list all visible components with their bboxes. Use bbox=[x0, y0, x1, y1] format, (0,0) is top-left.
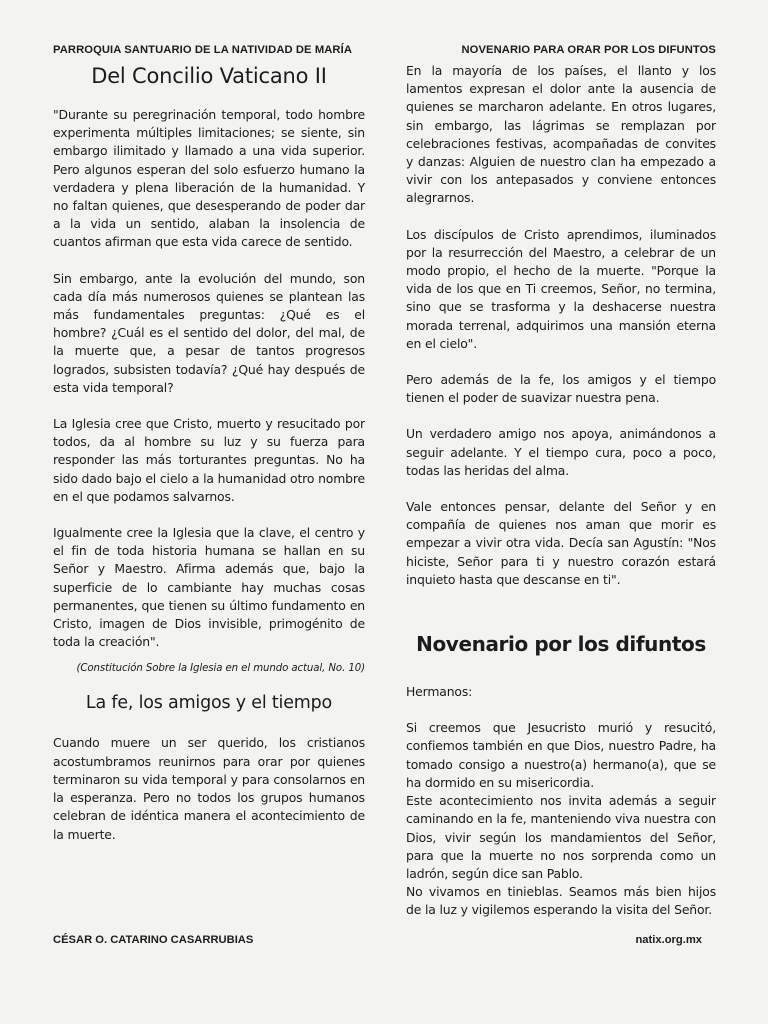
paragraph: Los discípulos de Cristo aprendimos, iluminados por la resurrección del Maestro, a celebrar de un modo propio, el hecho de la muerte. "Porque la vida de los que en Ti creemos, Señor, no termina, sino que se trasforma y la deshacerse nuestra morada terrenal, adquirimos una mansión eterna en el cielo". bbox=[406, 226, 716, 351]
paragraph: En la mayoría de los países, el llanto y los lamentos expresan el dolor ante la ausencia de quienes se marcharon adelante. En otros lugares, sin embargo, las lágrimas se remplazan por celebraciones festivas, acompañadas de convites y danzas: Alguien de nuestro clan ha empezado a vivir con los antepasados y conviene entonces alegrarnos. bbox=[406, 63, 716, 206]
paragraph: Sin embargo, ante la evolución del mundo, son cada día más numerosos quienes se plantean las más fundamentales preguntas: ¿Qué es el hombre? ¿Cuál es el sentido del dolor, del mal, de la muerte que, a pesar de tantos progresos logrados, subsisten todavía? ¿Qué hay después de esta vida temporal? bbox=[53, 270, 365, 395]
paragraph: No vivamos en tinieblas. Seamos más bien hijos de la luz y vigilemos esperando la visita del Señor. bbox=[406, 884, 716, 918]
parish-header: PARROQUIA SANTUARIO DE LA NATIVIDAD DE MARÍA bbox=[53, 44, 352, 56]
paragraph: La Iglesia cree que Cristo, muerto y resucitado por todos, da al hombre su luz y su fuerza para responder las más torturantes preguntas. No ha sido dado bajo el cielo a la humanidad otro nombre en el que podamos salvarnos. bbox=[53, 416, 365, 504]
right-column bbox=[406, 42, 716, 920]
paragraph: Un verdadero amigo nos apoya, animándonos a seguir adelante. Y el tiempo cura, poco a poco, todas las heridas del alma. bbox=[406, 426, 716, 478]
page-title: Del Concilio Vaticano II bbox=[91, 64, 327, 88]
citation: (Constitución Sobre la Iglesia en el mundo actual, No. 10) bbox=[76, 663, 365, 675]
novena-title: Novenario por los difuntos bbox=[416, 632, 706, 657]
author-footer: CÉSAR O. CATARINO CASARRUBIAS bbox=[53, 934, 254, 946]
greeting: Hermanos: bbox=[406, 684, 473, 700]
novena-header: NOVENARIO PARA ORAR POR LOS DIFUNTOS bbox=[461, 44, 716, 56]
website-footer: natix.org.mx bbox=[635, 934, 702, 946]
paragraph: "Durante su peregrinación temporal, todo hombre experimenta múltiples limitaciones; se siente, sin embargo ilimitado y llamado a una vida superior. Pero algunos esperan del solo esfuerzo humano la verdadera y plena liberación de la humanidad. Y no faltan quienes, que desesperando de poder dar a la vida un sentido, alaban la insolencia de cuantos afirman que esta vida carece de sentido. bbox=[53, 107, 365, 250]
paragraph: Este acontecimiento nos invita además a seguir caminando en la fe, manteniendo viva nuestra con Dios, vivir según los mandamientos del Señor, para que la muerte no nos sorprenda como un ladrón, según dice san Pablo. bbox=[406, 793, 716, 881]
left-column bbox=[53, 42, 365, 862]
section-title: La fe, los amigos y el tiempo bbox=[85, 693, 333, 714]
paragraph: Cuando muere un ser querido, los cristianos acostumbramos reunirnos para orar por quienes terminaron su vida temporal y para consolarnos en la esperanza. Pero no todos los grupos humanos celebran de idéntica manera el acontecimiento de la muerte. bbox=[53, 735, 365, 842]
paragraph: Vale entonces pensar, delante del Señor y en compañía de quienes nos aman que morir es empezar a vivir otra vida. Decía san Agustín: "Nos hiciste, Señor para ti y nuestro corazón estará inquieto hasta que descanse en ti". bbox=[406, 499, 716, 587]
paragraph: Si creemos que Jesucristo murió y resucitó, confiemos también en que Dios, nuestro Padre, ha tomado consigo a nuestro(a) hermano(a), que se ha dormido en su misericordia. bbox=[406, 720, 716, 790]
paragraph: Pero además de la fe, los amigos y el tiempo tienen el poder de suavizar nuestra pena. bbox=[406, 372, 716, 406]
paragraph: Igualmente cree la Iglesia que la clave, el centro y el fin de toda historia humana se hallan en su Señor y Maestro. Afirma además que, bajo la superficie de lo cambiante hay muchas cosas permanentes, que tienen su último fundamento en Cristo, imagen de Dios invisible, primogénito de toda la creación". bbox=[53, 525, 365, 650]
